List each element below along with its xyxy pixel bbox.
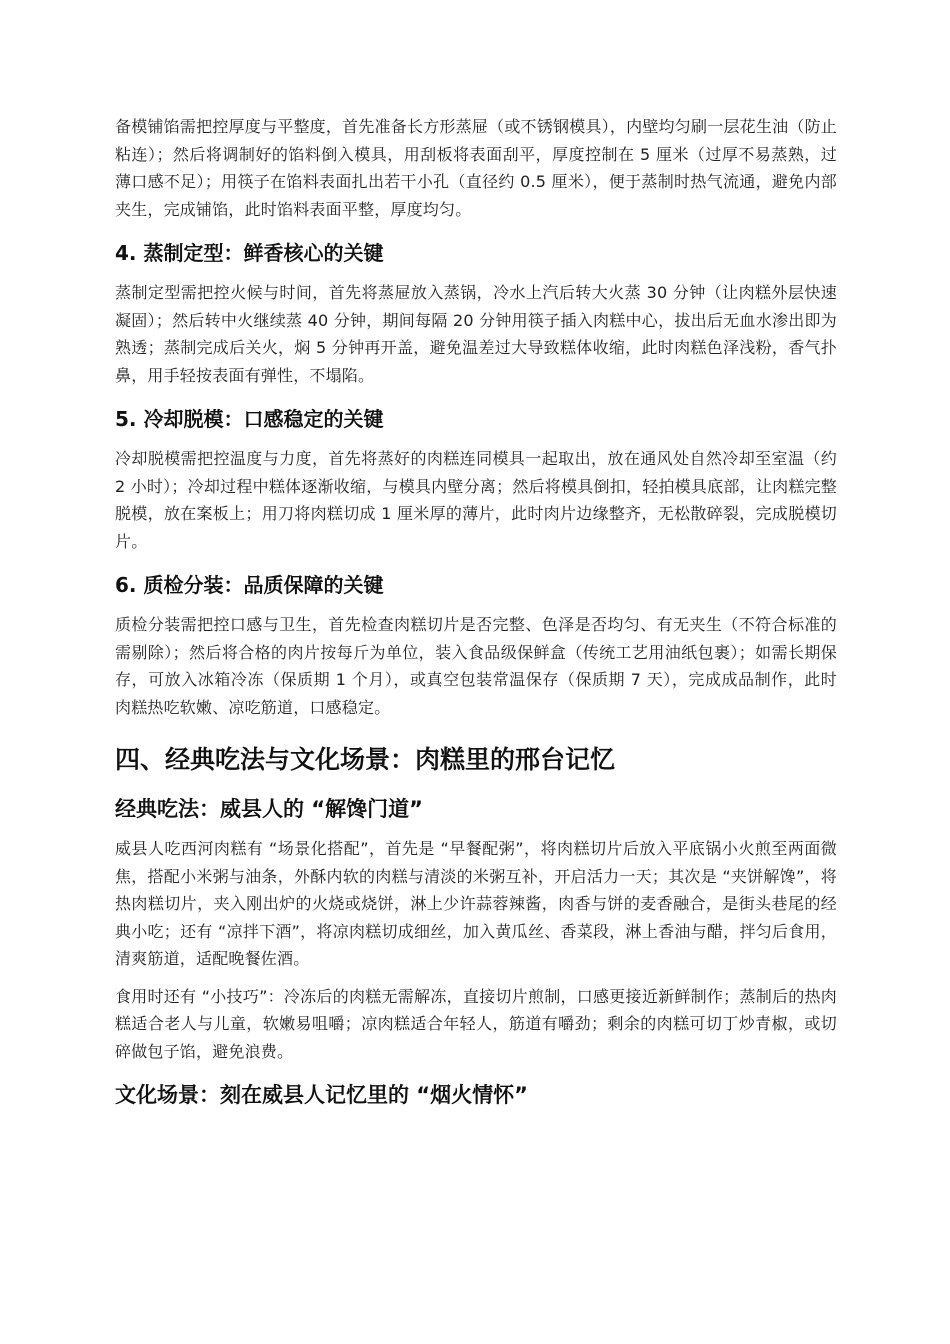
heading-classic-eating: 经典吃法：威县人的 “解馋门道” <box>115 797 423 821</box>
heading-cooling: 5. 冷却脱模：口感稳定的关键 <box>115 407 384 431</box>
paragraph-cooling: 冷却脱模需把控温度与力度，首先将蒸好的肉糕连同模具一起取出，放在通风处自然冷却至室温（约 2 小时）；冷却过程中糕体逐渐收缩，与模具内壁分离；然后将模具倒扣，轻拍模具底部，让肉糕完整脱模，放在案板上；用刀将肉糕切成 1 厘米厚的薄片，此时肉片边缘整齐，无松散碎裂，完成脱模切片。 <box>115 449 837 551</box>
heading-quality-check: 6. 质检分装：品质保障的关键 <box>115 573 384 597</box>
section-heading-eating-culture: 四、经典吃法与文化场景：肉糕里的邢台记忆 <box>115 745 616 774</box>
paragraph-mold-filling: 备模铺馅需把控厚度与平整度，首先准备长方形蒸屉（或不锈钢模具），内壁均匀刷一层花生油（防止粘连）；然后将调制好的馅料倒入模具，用刮板将表面刮平，厚度控制在 5 厘米（过厚不易蒸熟，过薄口感不足）；用筷子在馅料表面扎出若干小孔（直径约 0.5 厘米），便于蒸制时热气流通，避免内部夹生，完成铺馅，此时馅料表面平整，厚度均匀。 <box>115 117 837 219</box>
document-page <box>115 113 837 1121</box>
heading-culture-scene: 文化场景：刻在威县人记忆里的 “烟火情怀” <box>115 1083 528 1107</box>
heading-steaming: 4. 蒸制定型：鲜香核心的关键 <box>115 241 384 265</box>
paragraph-steaming: 蒸制定型需把控火候与时间，首先将蒸屉放入蒸锅，冷水上汽后转大火蒸 30 分钟（让肉糕外层快速凝固）；然后转中火继续蒸 40 分钟，期间每隔 20 分钟用筷子插入肉糕中心，拔出后无血水渗出即为熟透；蒸制完成后关火，焖 5 分钟再开盖，避免温差过大导致糕体收缩，此时肉糕色泽浅粉，香气扑鼻，用手轻按表面有弹性，不塌陷。 <box>115 283 837 385</box>
paragraph-classic-eating: 威县人吃西河肉糕有 “场景化搭配”，首先是 “早餐配粥”，将肉糕切片后放入平底锅小火煎至两面微焦，搭配小米粥与油条，外酥内软的肉糕与清淡的米粥互补，开启活力一天；其次是 “夹饼解馋”，将热肉糕切片，夹入刚出炉的火烧或烧饼，淋上少许蒜蓉辣酱，肉香与饼的麦香融合，是街头巷尾的经典小吃；还有 “凉拌下酒”，将凉肉糕切成细丝，加入黄瓜丝、香菜段，淋上香油与醋，拌匀后食用，清爽筋道，适配晚餐佐酒。 <box>115 839 837 968</box>
paragraph-eating-tips: 食用时还有 “小技巧”：冷冻后的肉糕无需解冻，直接切片煎制，口感更接近新鲜制作；蒸制后的热肉糕适合老人与儿童，软嫩易咀嚼；凉肉糕适合年轻人，筋道有嚼劲；剩余的肉糕可切丁炒青椒，或切碎做包子馅，避免浪费。 <box>115 986 837 1061</box>
paragraph-quality-check: 质检分装需把控口感与卫生，首先检查肉糕切片是否完整、色泽是否均匀、有无夹生（不符合标准的需剔除）；然后将合格的肉片按每斤为单位，装入食品级保鲜盒（传统工艺用油纸包裹）；如需长期保存，可放入冰箱冷冻（保质期 1 个月），或真空包装常温保存（保质期 7 天），完成成品制作，此时肉糕热吃软嫩、凉吃筋道，口感稳定。 <box>115 615 837 717</box>
